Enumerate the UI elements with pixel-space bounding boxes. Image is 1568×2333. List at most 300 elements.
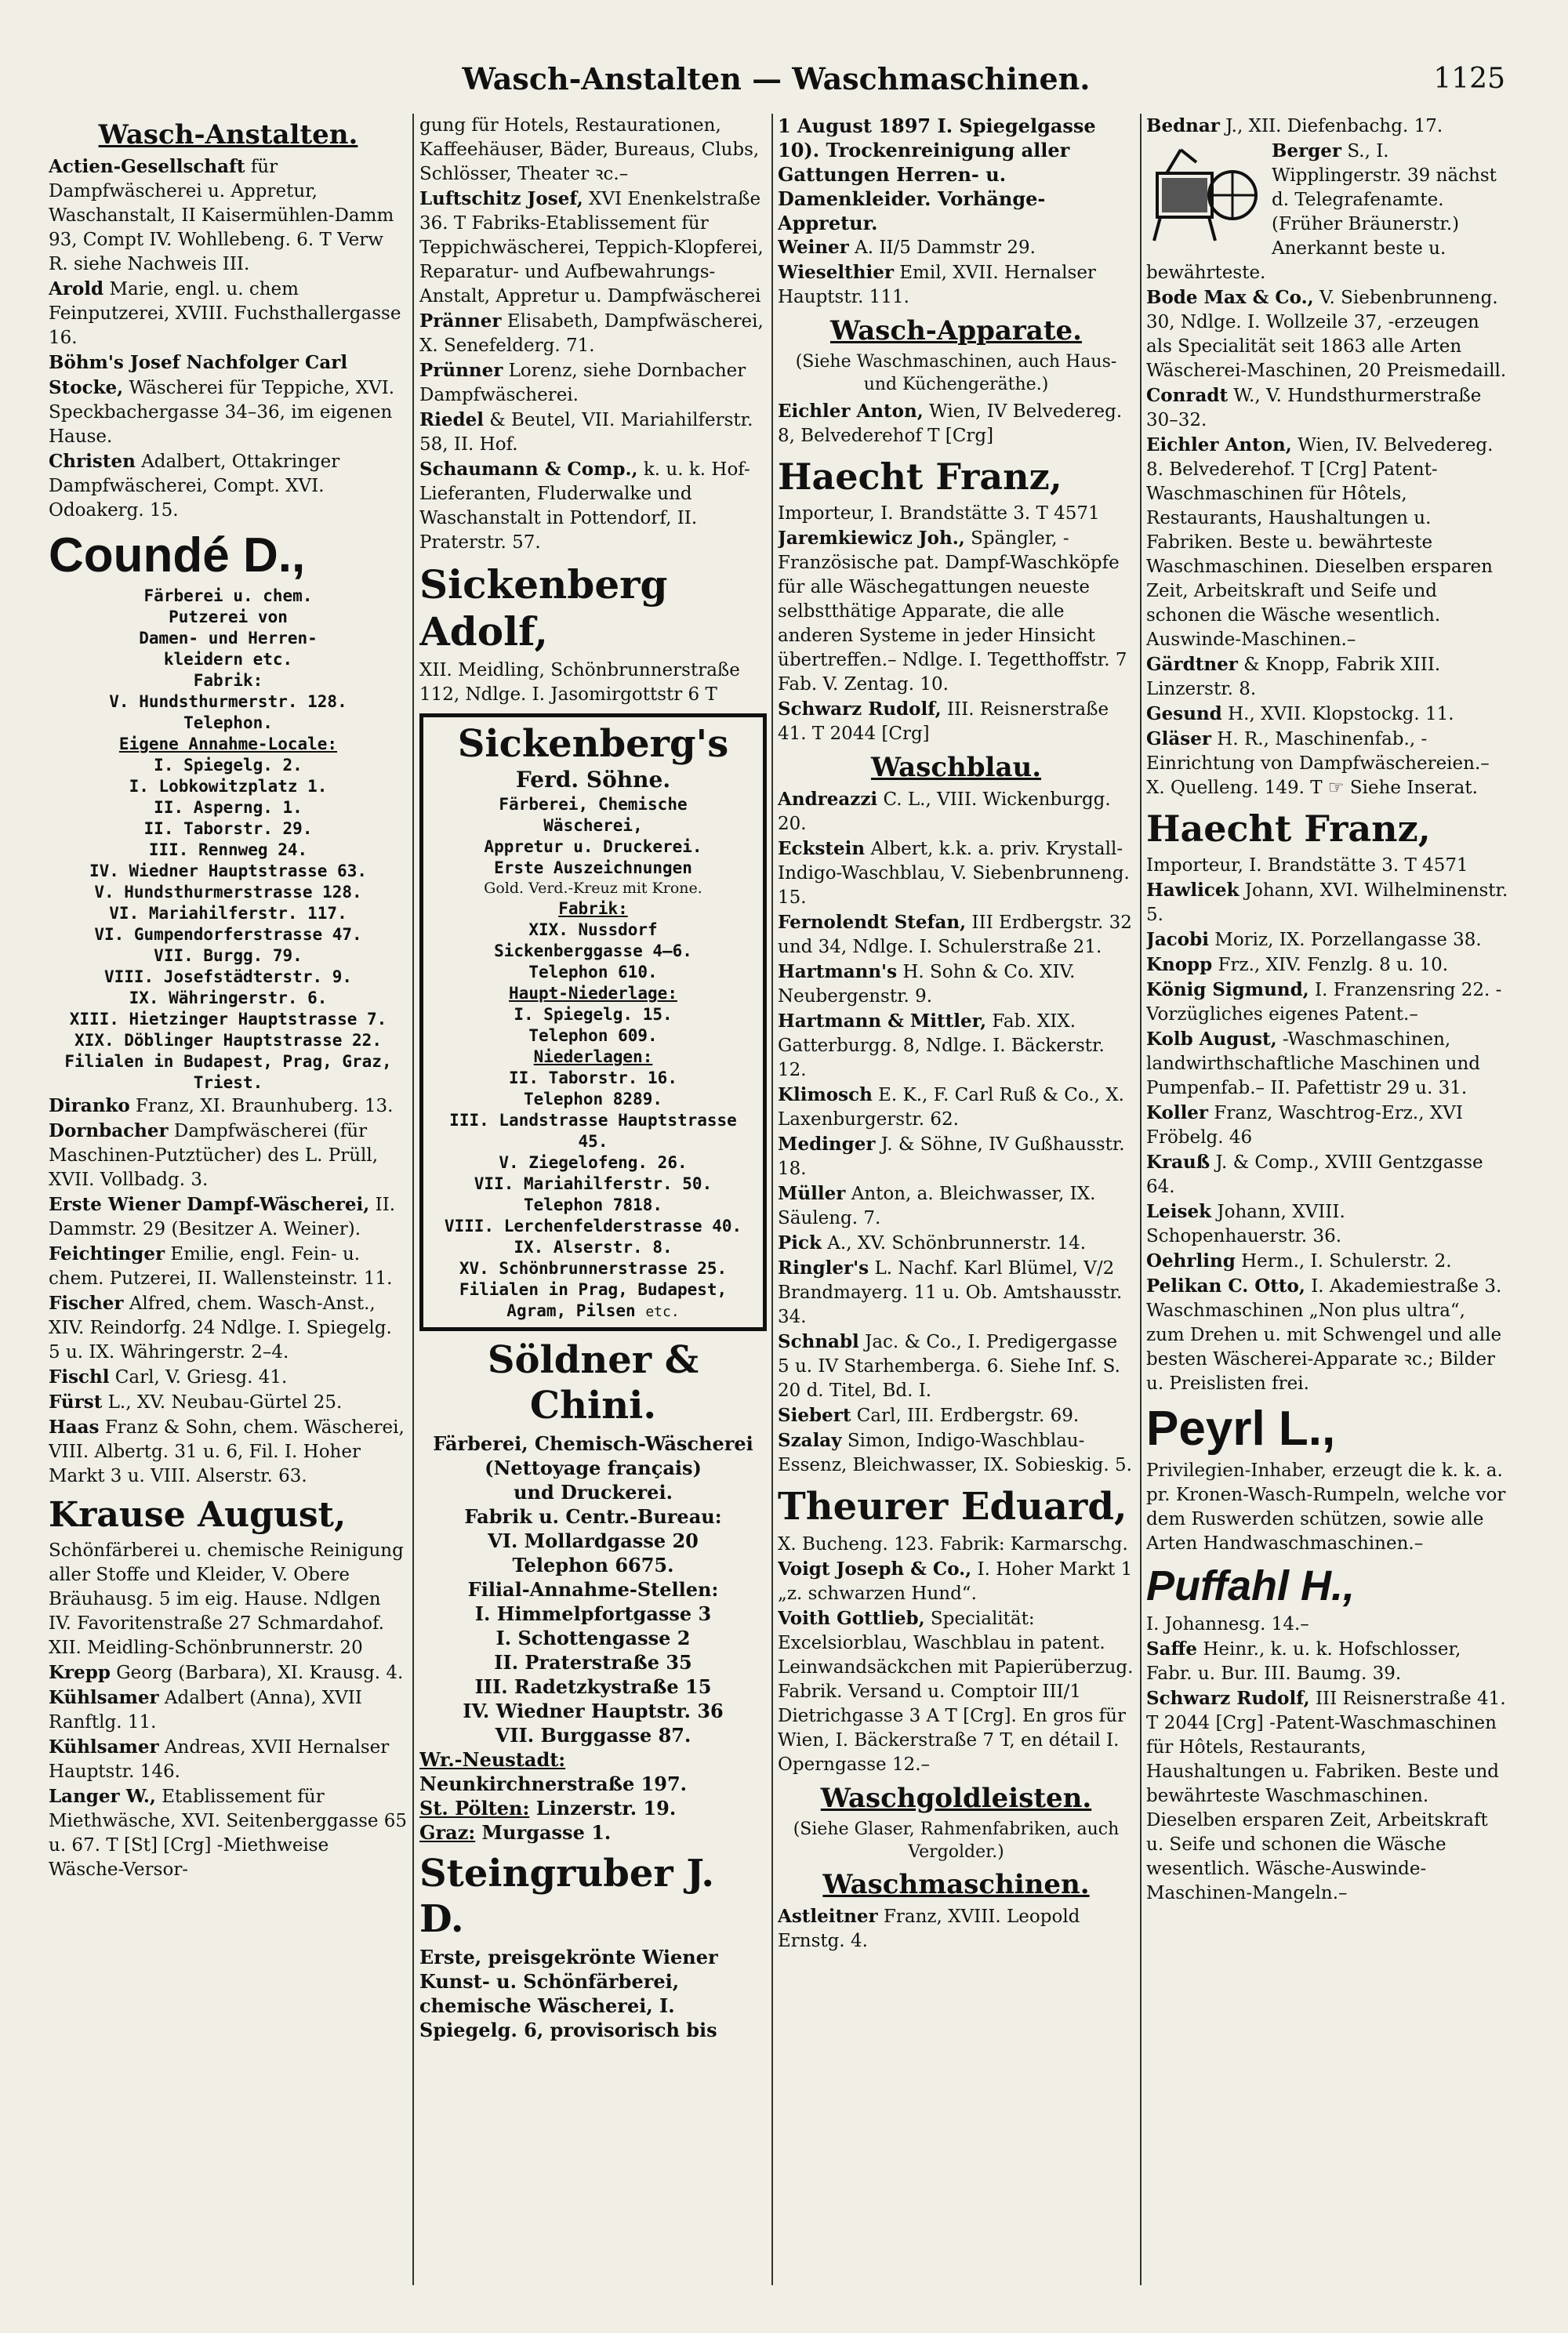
listing-entry — [778, 836, 1134, 910]
advert-line: Fabrik: — [193, 671, 263, 690]
listing-text: Marie, engl. u. chem Feinputzerei, XVIII. Fuchsthallergasse 16. — [49, 279, 401, 348]
listing-text: Franz, XI. Braunhuberg. 13. — [136, 1096, 394, 1116]
advert-location: Sickenberggasse 4–6. — [494, 942, 692, 960]
advert-heading: Krause August, — [49, 1495, 347, 1535]
advert-location: XIII. Hietzinger Hauptstrasse 7. — [69, 1010, 387, 1029]
advert-line: Erste Auszeichnungen — [494, 858, 692, 877]
haecht-advertisement — [778, 455, 1134, 526]
advert-location: XIX. Döblinger Hauptstrasse 22. — [74, 1031, 382, 1050]
listing-entry — [1146, 285, 1509, 383]
advert-line: Färberei u. chem. — [143, 586, 313, 605]
listing-name: Kolb August, — [1146, 1029, 1277, 1050]
advert-location: I. Lobkowitzplatz 1. — [129, 777, 328, 796]
advert-line: Färberei, Chemische — [499, 795, 688, 814]
listing-entry — [1146, 702, 1509, 727]
listing-name: Gläser — [1146, 728, 1211, 749]
listing-text: J., XII. Diefenbachg. 17. — [1225, 116, 1443, 136]
listing-entry — [778, 1428, 1134, 1478]
theurer-advertisement — [778, 1484, 1134, 1557]
listing-name: Voigt Joseph & Co., — [778, 1558, 972, 1580]
listing-entry — [1146, 952, 1509, 978]
listing-name: Riedel — [419, 409, 484, 430]
advert-filialen: Filialen in Prag, Budapest, Agram, Pilsen — [459, 1280, 728, 1320]
advert-heading: Theurer Eduard, — [778, 1485, 1127, 1529]
listing-text: A., XV. Schönbrunnerstr. 14. — [827, 1233, 1087, 1254]
listing-name: Hawlicek — [1146, 880, 1240, 901]
advert-location: VIII. Lerchenfelderstrasse 40. — [444, 1217, 742, 1235]
page-title: Wasch-Anstalten — Waschmaschinen. — [462, 61, 1091, 96]
advert-location: I. Schottengasse 2 — [495, 1627, 691, 1649]
advert-line: Wäscherei, — [543, 816, 643, 835]
listing-entry — [778, 1083, 1134, 1132]
listing-name: König Sigmund, — [1146, 979, 1309, 1000]
listing-text: Franz, Waschtrog-Erz., XVI Fröbelg. 46 — [1146, 1103, 1463, 1148]
column-divider — [412, 114, 414, 2285]
listing-name: Weiner — [778, 237, 849, 258]
listing-entry — [1146, 1274, 1509, 1396]
advert-location: VI. Mollardgasse 20 — [488, 1529, 699, 1552]
advert-address: Neunkirchnerstraße 197. — [419, 1772, 688, 1795]
advert-text: Importeur, I. Brandstätte 3. T 4571 — [778, 503, 1100, 524]
advert-line: Damen- und Herren- — [139, 629, 318, 648]
listing-name: Müller — [778, 1183, 846, 1204]
listing-entry — [778, 1009, 1134, 1083]
listing-text: Johann, XVI. Wilhelminenstr. 5. — [1146, 880, 1508, 925]
listing-text: Carl, V. Griesg. 41. — [114, 1367, 288, 1388]
listing-entry — [49, 350, 408, 449]
listing-name: Hartmann's — [778, 961, 898, 982]
listing-text: I. Akademiestraße 3. Waschmaschinen „Non plus ultra“, zum Drehen u. mit Schwengel und alle besten Wäscherei-Apparate ꝛc.; Bilder u. Preislisten frei. — [1146, 1276, 1502, 1394]
listing-entry — [778, 697, 1134, 746]
listing-text: Wien, IV. Belvedereg. 8. Belvederehof. T [Crg] Patent-Waschmaschinen für Hôtels, Restaurants, Haushaltungen u. Fabriken. Beste u. bewährteste Waschmaschinen. Dieselben ersparen Zeit, Arbeitskraft und Seife und schonen die Wäsche wesentlich. Auswinde-Maschinen.– — [1146, 435, 1494, 650]
advert-location: IV. Wiedner Hauptstrasse 63. — [89, 862, 367, 880]
listing-text: L. Nachf. Karl Blümel, V/2 Brandmayerg. 11 u. Ob. Amtshausstr. 34. — [778, 1258, 1123, 1327]
advert-heading: Haecht Franz, — [778, 455, 1062, 498]
advert-address: Linzerstr. 19. — [535, 1797, 677, 1820]
listing-text: Franz, XVIII. Leopold Ernstg. 4. — [778, 1907, 1080, 1951]
advert-heading: Coundé D., — [49, 528, 306, 582]
advert-location — [419, 1747, 767, 1796]
listing-name: Prünner — [419, 360, 503, 381]
listing-name: Langer W., — [49, 1786, 156, 1807]
advert-location: XIX. Nussdorf — [528, 920, 658, 939]
listing-entry — [419, 187, 767, 309]
listing-text: Spängler, -Französische pat. Dampf-Waschköpfe für alle Wäschegattungen neueste selbstthätige Apparate, die alle anderen Systeme in jeder Hinsicht übertreffen.– Ndlge. I. Tegetthoffstr. 7 Fab. V. Zentag. 10. — [778, 528, 1127, 695]
advert-text: Importeur, I. Brandstätte 3. T 4571 — [1146, 855, 1468, 876]
listing-continuation: 1 August 1897 I. Spiegelgasse 10). Trockenreinigung aller Gattungen Herren- u. Damenkleider. Vorhänge-Appretur. — [778, 114, 1096, 234]
listing-text: W., V. Hundsthurmerstraße 30–32. — [1146, 386, 1482, 430]
listing-text: Alfred, chem. Wasch-Anst., XIV. Reindorfg. 24 Ndlge. I. Spiegelg. 5 u. IX. Währingerstr. 2–4. — [49, 1293, 392, 1362]
advert-heading: Peyrl L., — [1146, 1402, 1336, 1456]
listing-text: Elisabeth, Dampfwäscherei, X. Senefelderg. 71. — [419, 311, 764, 356]
advert-text: Erste, preisgekrönte Wiener Kunst- u. Schönfärberei, chemische Wäscherei, I. Spiegelg. 6, provisorisch bis — [419, 1946, 718, 2041]
listing-text: Frz., XIV. Fenzlg. 8 u. 10. — [1218, 955, 1449, 975]
listing-name: Berger — [1272, 140, 1342, 161]
listing-entry — [49, 449, 408, 523]
listing-name: Knopp — [1146, 954, 1213, 975]
listing-text: II. Dammstr. 29 (Besitzer A. Weiner). — [49, 1195, 396, 1239]
listing-text: A. II/5 Dammstr 29. — [855, 238, 1036, 258]
washing-machine-illustration — [1146, 142, 1264, 244]
listing-name: Böhm's Josef Nachfolger Carl Stocke, — [49, 352, 348, 398]
listing-name: Jacobi — [1146, 929, 1209, 950]
listing-continuation — [419, 114, 767, 187]
advert-location: VI. Gumpendorferstrasse 47. — [94, 925, 362, 944]
listing-name: Feichtinger — [49, 1243, 165, 1264]
listing-text: Wäscherei für Teppiche, XVI. Speckbachergasse 34–36, im eigenen Hause. — [49, 378, 395, 447]
listing-name: Medinger — [778, 1134, 876, 1155]
listing-name: Astleitner — [778, 1906, 878, 1927]
listing-name: Bode Max & Co., — [1146, 287, 1314, 308]
listing-name: Kühlsamer — [49, 1736, 159, 1758]
listing-text: III Erdbergstr. 32 und 34, Ndlge. I. Schulerstraße 21. — [778, 913, 1132, 957]
advert-award: Gold. Verd.-Kreuz mit Krone. — [484, 880, 702, 897]
section-title-wasch-anstalten: Wasch-Anstalten. — [98, 119, 358, 151]
advert-line: und Druckerei. — [514, 1481, 673, 1504]
listing-name: Hartmann & Mittler, — [778, 1010, 987, 1032]
listing-entry — [1146, 114, 1509, 139]
listing-name: Haas — [49, 1417, 100, 1438]
soldner-chini-advertisement — [419, 1337, 767, 1845]
column-4 — [1146, 114, 1509, 2301]
listing-name: Szalay — [778, 1430, 842, 1451]
listing-entry — [49, 1192, 408, 1242]
listing-name: Erste Wiener Dampf-Wäscherei, — [49, 1194, 370, 1215]
advert-location: II. Taborstr. 29. — [143, 819, 313, 838]
listing-text: Andreas, XVII Hernalser Hauptstr. 146. — [49, 1737, 390, 1782]
listing-name: Wieselthier — [778, 262, 894, 283]
advert-label: St. Pölten: — [419, 1797, 530, 1820]
listing-entry — [1146, 1199, 1509, 1249]
listing-text: Albert, k.k. a. priv. Krystall-Indigo-Waschblau, V. Siebenbrunneng. 15. — [778, 839, 1130, 908]
listing-entry — [778, 526, 1134, 697]
advert-location: IV. Wiedner Hauptstr. 36 — [463, 1700, 724, 1722]
advert-location: III. Rennweg 24. — [148, 840, 308, 859]
listing-name: Gesund — [1146, 703, 1222, 724]
advert-heading: Sickenberg Adolf, — [419, 561, 668, 655]
listing-entry — [419, 457, 767, 555]
listing-entry — [1146, 1101, 1509, 1150]
advert-location: VI. Mariahilferstr. 117. — [109, 904, 347, 923]
sickenberg-adolf-advertisement — [419, 561, 767, 707]
listing-entry — [778, 1403, 1134, 1428]
section-title-waschgoldleisten: Waschgoldleisten. — [820, 1783, 1092, 1814]
advert-location: I. Spiegelg. 2. — [154, 756, 303, 775]
listing-name: Dornbacher — [49, 1120, 169, 1141]
listing-text: Carl, III. Erdbergstr. 69. — [856, 1406, 1080, 1426]
listing-name: Gärdtner — [1146, 654, 1238, 675]
advert-location: Telephon 609. — [528, 1026, 658, 1045]
listing-name: Arold — [49, 278, 104, 299]
column-3 — [778, 114, 1134, 2301]
advert-location — [419, 1796, 767, 1820]
advert-location: VII. Burggasse 87. — [495, 1724, 691, 1747]
listing-entry — [49, 1094, 408, 1119]
listing-entry — [1146, 1150, 1509, 1199]
advert-line: V. Hundsthurmerstr. 128. — [109, 692, 347, 711]
listing-name: Eichler Anton, — [778, 401, 924, 422]
listing-text: Wien, IV Belvedereg. 8, Belvederehof T [Crg] — [778, 401, 1123, 446]
listing-text: Adalbert (Anna), XVII Ranftlg. 11. — [49, 1688, 362, 1733]
listing-name: Schwarz Rudolf, — [1146, 1688, 1310, 1709]
listing-text: Fab. XIX. Gatterburgg. 8, Ndlge. I. Bäckerstr. 12. — [778, 1011, 1105, 1080]
advert-line: Eigene Annahme-Locale: — [118, 735, 338, 753]
listing-entry — [49, 1660, 408, 1685]
advert-heading: Puffahl H., — [1146, 1562, 1356, 1609]
listing-entry — [49, 1242, 408, 1291]
listing-entry — [49, 1685, 408, 1735]
listing-entry — [1146, 727, 1509, 800]
advert-location: IX. Währingerstr. 6. — [129, 989, 328, 1007]
advert-address: Murgasse 1. — [481, 1821, 612, 1844]
advert-subtitle: Ferd. Söhne. — [515, 767, 671, 793]
listing-text: E. K., F. Carl Ruß & Co., X. Laxenburgerstr. 62. — [778, 1085, 1124, 1130]
listing-text: Etablissement für Miethwäsche, XVI. Seitenberggasse 65 u. 67. T [St] [Crg] -Miethweise Wäsche-Versor- — [49, 1787, 408, 1880]
advert-line: Färberei, Chemisch-Wäscherei — [433, 1432, 753, 1455]
listing-entry — [419, 309, 767, 358]
advert-location: VII. Mariahilferstr. 50. — [474, 1174, 713, 1193]
advert-location: III. Radetzkystraße 15 — [474, 1675, 712, 1698]
listing-entry — [419, 408, 767, 457]
advert-text: XII. Meidling, Schönbrunnerstraße 112, Ndlge. I. Jasomirgottstr 6 T — [419, 660, 740, 705]
listing-name: Jaremkiewicz Joh., — [778, 528, 965, 549]
column-divider — [1140, 114, 1142, 2285]
listing-name: Pränner — [419, 310, 502, 332]
advert-line: Telephon. — [183, 713, 273, 732]
listing-text: Emilie, engl. Fein- u. chem. Putzerei, II. Wallensteinstr. 11. — [49, 1244, 393, 1289]
listing-text: Herm., I. Schulerstr. 2. — [1241, 1251, 1452, 1272]
section-title-waschmaschinen: Waschmaschinen. — [822, 1869, 1090, 1900]
advert-location: I. Himmelpfortgasse 3 — [474, 1602, 712, 1625]
listing-text: S., I. Wipplingerstr. 39 nächst d. Telegrafenamte. (Früher Bräunerstr.) Anerkannt beste u. bewährteste. — [1146, 141, 1497, 283]
listing-entry — [1146, 978, 1509, 1027]
advert-location: II. Praterstraße 35 — [494, 1651, 692, 1674]
advert-location: III. Landstrasse Hauptstrasse 45. — [449, 1111, 737, 1151]
listing-entry — [49, 154, 408, 277]
listing-name: Actien-Gesellschaft — [49, 156, 245, 177]
listing-text: L., XV. Neubau-Gürtel 25. — [107, 1392, 343, 1413]
listing-entry — [778, 1557, 1134, 1606]
listing-entry — [778, 1181, 1134, 1231]
listing-entry — [1146, 1686, 1509, 1906]
listing-name: Ringler's — [778, 1257, 869, 1279]
listing-name: Krepp — [49, 1662, 111, 1683]
listing-name: Koller — [1146, 1102, 1209, 1123]
listing-name: Krauß — [1146, 1152, 1210, 1173]
advert-location: Telephon 6675. — [512, 1554, 674, 1576]
listing-entry — [49, 1291, 408, 1365]
section-note: (Siehe Waschmaschinen, auch Haus- und Küchengeräthe.) — [795, 352, 1117, 394]
advert-text: Schönfärberei u. chemische Reinigung aller Stoffe und Kleider, V. Obere Bräuhausg. 5 im eig. Hause. Ndlgen IV. Favoritenstraße 27 Schmardahof. XII. Meidling-Schönbrunnerstr. 20 — [49, 1540, 404, 1658]
listing-text: H. Sohn & Co. XIV. Neubergenstr. 9. — [778, 962, 1076, 1007]
peyrl-advertisement — [1146, 1401, 1509, 1556]
listing-name: Andreazzi — [778, 789, 878, 810]
advert-heading: Steingruber J. D. — [419, 1852, 715, 1941]
listing-text: Anton, a. Bleichwasser, IX. Säuleng. 7. — [778, 1184, 1096, 1228]
listing-text: J. & Söhne, IV Gußhausstr. 18. — [778, 1134, 1125, 1179]
listing-text: Simon, Indigo-Waschblau-Essenz, Bleichwasser, IX. Sobieskig. 5. — [778, 1431, 1132, 1475]
listing-text: V. Siebenbrunneng. 30, Ndlge. I. Wollzeile 37, -erzeugen als Specialität seit 1863 alle Arten Wäscherei-Maschinen, 20 Preismedaill. — [1146, 288, 1507, 381]
listing-text: für Dampfwäscherei u. Appretur, Waschanstalt, II Kaisermühlen-Damm 93, Compt IV. Wohllebeng. 6. T Verw R. siehe Nachweis III. — [49, 157, 394, 274]
listing-name: Conradt — [1146, 385, 1229, 406]
listing-entry — [1146, 652, 1509, 702]
advert-label: Fabrik: — [558, 899, 628, 918]
listing-text: XVI Enenkelstraße 36. T Fabriks-Etablissement für Teppichwäscherei, Teppich-Klopferei, Reparatur- und Aufbewahrungs-Anstalt, Appretur u. Dampfwäscherei — [419, 189, 764, 307]
listing-entry — [49, 1415, 408, 1489]
listing-name: Fürst — [49, 1391, 103, 1413]
listing-text: I. Franzensring 22. -Vorzügliches eigenes Patent.– — [1146, 980, 1502, 1025]
advert-location — [419, 1820, 767, 1845]
listing-text: & Beutel, VII. Mariahilferstr. 58, II. Hof. — [419, 410, 753, 455]
advert-line: Putzerei von — [169, 608, 288, 626]
listing-name: Schnabl — [778, 1331, 859, 1352]
column-divider — [771, 114, 773, 2285]
listing-text: gung für Hotels, Restaurationen, Kaffeehäuser, Bäder, Bureaus, Clubs, Schlösser, Theater ꝛc.– — [419, 115, 760, 184]
listing-name: Schwarz Rudolf, — [778, 698, 942, 720]
listing-text: Specialität: Excelsiorblau, Waschblau in patent. Leinwandsäckchen mit Papierüberzug. Fabrik. Versand u. Comptoir III/1 Dietrichgasse 3 A T [Crg]. En gros für Wien, I. Bäckerstraße 7 T, en détail I. Operngasse 12.– — [778, 1609, 1134, 1775]
listing-entry — [49, 1390, 408, 1415]
listing-text: Jac. & Co., I. Predigergasse 5 u. IV Starhemberga. 6. Siehe Inf. S. 20 d. Titel, Bd. I. — [778, 1332, 1120, 1401]
listing-text: III Reisnerstraße 41. T 2044 [Crg] -Patent-Waschmaschinen für Hôtels, Restaurants, Haushaltungen u. Fabriken. Beste und bewährteste Waschmaschinen. Dieselben ersparen Zeit, Arbeitskraft u. Seife und schonen die Wäsche wesentlich. Wäsche-Auswinde-Maschinen-Mangeln.– — [1146, 1689, 1506, 1903]
advert-location: Telephon 7818. — [523, 1196, 662, 1214]
haecht-advertisement — [1146, 807, 1509, 878]
listing-text: k. u. k. Hof-Lieferanten, Fluderwalke und Waschanstalt in Pottendorf, II. Praterstr. 57. — [419, 459, 750, 553]
listing-entry — [778, 960, 1134, 1009]
advert-location: Telephon 8289. — [523, 1090, 662, 1108]
listing-name: Diranko — [49, 1095, 130, 1116]
listing-entry — [778, 260, 1134, 310]
listing-entry — [778, 1256, 1134, 1330]
advert-text: X. Bucheng. 123. Fabrik: Karmarschg. — [778, 1534, 1128, 1555]
page-number: 1125 — [1433, 63, 1505, 95]
listing-entry — [1146, 927, 1509, 952]
listing-name: Pick — [778, 1232, 822, 1254]
listing-name: Klimosch — [778, 1084, 873, 1105]
column-1 — [49, 114, 408, 2301]
section-title-waschblau: Waschblau. — [870, 752, 1042, 783]
advert-text: I. Johannesg. 14.– — [1146, 1614, 1309, 1635]
listing-text: Dampfwäscherei (für Maschinen-Putztücher) des L. Prüll, XVII. Vollbadg. 3. — [49, 1121, 379, 1190]
advert-location: VII. Burgg. 79. — [154, 946, 303, 965]
listing-entry — [778, 910, 1134, 960]
column-2 — [419, 114, 767, 2301]
counde-advertisement — [49, 528, 408, 1094]
advert-location: V. Ziegelofeng. 26. — [499, 1153, 688, 1172]
listing-text: & Knopp, Fabrik XIII. Linzerstr. 8. — [1146, 655, 1441, 699]
advert-label: Graz: — [419, 1821, 476, 1844]
advert-label: Filial-Annahme-Stellen: — [467, 1578, 719, 1601]
advert-location: II. Taborstr. 16. — [509, 1069, 677, 1087]
advert-location: VIII. Josefstädterstr. 9. — [103, 967, 353, 986]
advert-location: IX. Alserstr. 8. — [514, 1238, 673, 1257]
listing-entry — [1146, 1027, 1509, 1101]
listing-entry — [778, 1231, 1134, 1256]
advert-line: kleidern etc. — [163, 650, 293, 669]
listing-entry — [1146, 383, 1509, 433]
listing-entry — [778, 1904, 1134, 1954]
listing-name: Siebert — [778, 1405, 851, 1426]
section-note: (Siehe Glaser, Rahmenfabriken, auch Vergolder.) — [793, 1820, 1120, 1862]
listing-name: Saffe — [1146, 1638, 1198, 1660]
listing-name: Eckstein — [778, 838, 866, 859]
listing-text: Emil, XVII. Hernalser Hauptstr. 111. — [778, 263, 1096, 307]
listing-name: Leisek — [1146, 1201, 1212, 1222]
listing-name: Fischer — [49, 1293, 124, 1314]
advert-label: Fabrik u. Centr.-Bureau: — [464, 1505, 722, 1528]
listing-name: Christen — [49, 451, 136, 472]
listing-entry — [1146, 1637, 1509, 1686]
listing-entry — [778, 399, 1134, 448]
listing-name: Voith Gottlieb, — [778, 1608, 925, 1629]
listing-entry — [49, 1365, 408, 1390]
listing-entry — [778, 1132, 1134, 1181]
listing-entry — [778, 1330, 1134, 1403]
listing-text: J. & Comp., XVIII Gentzgasse 64. — [1146, 1152, 1483, 1197]
listing-name: Schaumann & Comp., — [419, 459, 638, 480]
advert-location: V. Hundsthurmerstrasse 128. — [94, 883, 362, 902]
advert-text: Privilegien-Inhaber, erzeugt die k. k. a. pr. Kronen-Wasch-Rumpeln, welche vor dem Ruswerden schützen, sowie alle Arten Handwaschmaschinen.– — [1146, 1460, 1506, 1554]
advert-heading: Haecht Franz, — [1146, 807, 1431, 850]
advert-label: Niederlagen: — [533, 1047, 653, 1066]
listing-text: Adalbert, Ottakringer Dampfwäscherei, Compt. XVI. Odoakerg. 15. — [49, 452, 340, 521]
advert-heading: Sickenberg's — [457, 722, 729, 766]
listing-entry — [49, 1735, 408, 1784]
listing-text: H., XVII. Klopstockg. 11. — [1228, 704, 1454, 724]
listing-name: Luftschitz Josef, — [419, 188, 583, 209]
listing-entry — [778, 235, 1134, 260]
listing-text: I. Hoher Markt 1 „z. schwarzen Hund“. — [778, 1559, 1133, 1604]
advert-line: Filialen in Budapest, Prag, Graz, Triest. — [64, 1052, 392, 1092]
listing-text: -Waschmaschinen, landwirthschaftliche Maschinen und Pumpenfab.– II. Pafettistr 29 u. 31. — [1146, 1029, 1481, 1098]
steingruber-advertisement — [419, 1851, 767, 2042]
listing-entry — [49, 277, 408, 350]
listing-text: Heinr., k. u. k. Hofschlosser, Fabr. u. Bur. III. Baumg. 39. — [1146, 1639, 1461, 1684]
listing-name: Eichler Anton, — [1146, 434, 1292, 455]
listing-entry — [419, 358, 767, 408]
listing-name: Bednar — [1146, 115, 1220, 136]
advert-line: Appretur u. Druckerei. — [484, 837, 702, 856]
listing-entry — [1146, 1249, 1509, 1274]
listing-entry — [1146, 878, 1509, 927]
listing-text: Lorenz, siehe Dornbacher Dampfwäscherei. — [419, 361, 746, 405]
advert-location: I. Spiegelg. 15. — [514, 1005, 673, 1024]
krause-advertisement — [49, 1495, 408, 1660]
listing-name: Fernolendt Stefan, — [778, 912, 967, 933]
puffahl-advertisement — [1146, 1561, 1509, 1637]
advert-location: Telephon 610. — [528, 963, 658, 981]
listing-text: C. L., VIII. Wickenburgg. 20. — [778, 789, 1111, 834]
listing-entry-with-illustration — [1146, 139, 1509, 285]
advert-location: II. Asperng. 1. — [154, 798, 303, 817]
listing-text: Franz & Sohn, chem. Wäscherei, VIII. Albertg. 31 u. 6, Fil. I. Hoher Markt 3 u. VIII. Alserstr. 63. — [49, 1417, 405, 1486]
listing-entry — [1146, 433, 1509, 652]
advert-heading: Söldner & Chini. — [487, 1338, 699, 1428]
listing-name: Oehrling — [1146, 1250, 1236, 1272]
advert-etc: etc. — [645, 1304, 680, 1320]
listing-name: Fischl — [49, 1366, 110, 1388]
listing-text: Johann, XVIII. Schopenhauerstr. 36. — [1146, 1202, 1345, 1246]
advert-label: Wr.-Neustadt: — [419, 1748, 566, 1771]
advert-line — [430, 1279, 757, 1323]
listing-text: H. R., Maschinenfab., -Einrichtung von Dampfwäschereien.– X. Quelleng. 149. T ☞ Siehe Inserat. — [1146, 729, 1490, 798]
listing-text: Moriz, IX. Porzellangasse 38. — [1214, 930, 1482, 950]
advert-label: Haupt-Niederlage: — [509, 984, 677, 1003]
listing-entry — [49, 1784, 408, 1882]
listing-name: Kühlsamer — [49, 1687, 159, 1708]
advert-location: XV. Schönbrunnerstrasse 25. — [459, 1259, 728, 1278]
listing-text: III. Reisnerstraße 41. T 2044 [Crg] — [778, 699, 1109, 744]
section-title-wasch-apparate: Wasch-Apparate. — [829, 315, 1082, 347]
